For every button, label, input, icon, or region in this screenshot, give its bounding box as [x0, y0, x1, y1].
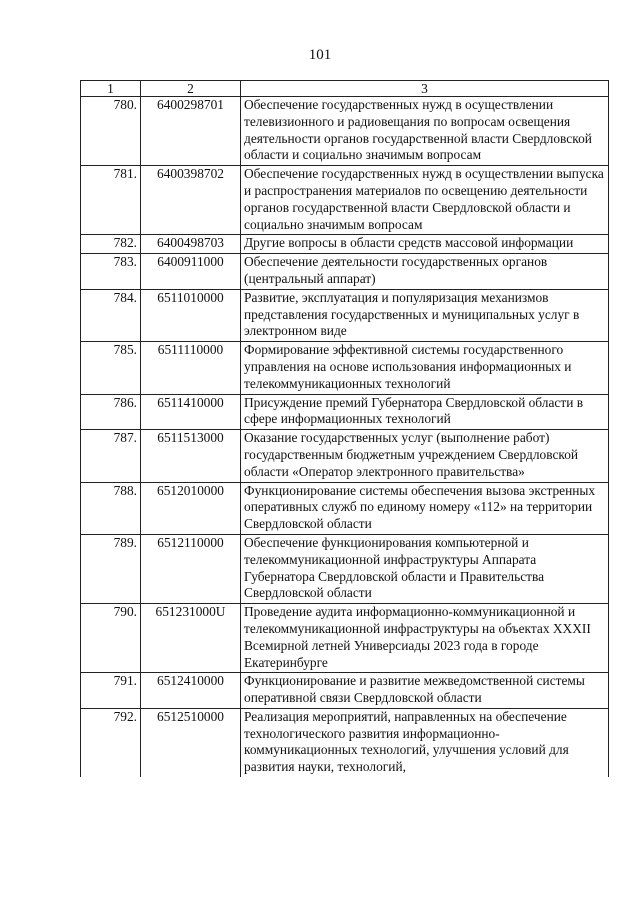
column-header: 2	[141, 81, 241, 97]
row-number: 790.	[81, 604, 141, 673]
table-header-row	[81, 81, 609, 97]
item-name: Обеспечение государственных нужд в осуществлении выпуска и распространения материалов по освещению деятельности органов государственной власти Свердловской области и социально значимым вопросам	[241, 166, 609, 235]
column-header: 1	[81, 81, 141, 97]
item-name: Функционирование системы обеспечения вызова экстренных оперативных служб по единому номеру «112» на территории Свердловской области	[241, 482, 609, 534]
target-code: 6512510000	[141, 708, 241, 777]
table-row	[81, 604, 609, 673]
item-name: Формирование эффективной системы государственного управления на основе использования информационных и телекоммуникационных технологий	[241, 342, 609, 394]
target-code: 6511010000	[141, 289, 241, 341]
target-code: 6511513000	[141, 430, 241, 482]
item-name: Проведение аудита информационно-коммуникационной и телекоммуникационной инфраструктуры на объектах XXXII Всемирной летней Универсиады 2023 года в городе Екатеринбурге	[241, 604, 609, 673]
table-row	[81, 254, 609, 290]
table-row	[81, 673, 609, 709]
table-row	[81, 289, 609, 341]
target-code: 6400911000	[141, 254, 241, 290]
table-row	[81, 534, 609, 603]
target-code: 6512110000	[141, 534, 241, 603]
row-number: 784.	[81, 289, 141, 341]
column-header: 3	[241, 81, 609, 97]
target-code: 651231000U	[141, 604, 241, 673]
target-code: 6511410000	[141, 394, 241, 430]
target-code: 6400298701	[141, 97, 241, 166]
row-number: 781.	[81, 166, 141, 235]
target-code: 6511110000	[141, 342, 241, 394]
item-name: Присуждение премий Губернатора Свердловской области в сфере информационных технологий	[241, 394, 609, 430]
row-number: 792.	[81, 708, 141, 777]
row-number: 786.	[81, 394, 141, 430]
table-row	[81, 166, 609, 235]
row-number: 788.	[81, 482, 141, 534]
row-number: 789.	[81, 534, 141, 603]
table-row	[81, 235, 609, 254]
item-name: Оказание государственных услуг (выполнение работ) государственным бюджетным учреждением Свердловской области «Оператор электронного правительства»	[241, 430, 609, 482]
table-row	[81, 342, 609, 394]
target-code: 6400398702	[141, 166, 241, 235]
target-code: 6512010000	[141, 482, 241, 534]
row-number: 783.	[81, 254, 141, 290]
target-code: 6512410000	[141, 673, 241, 709]
item-name: Развитие, эксплуатация и популяризация механизмов представления государственных и муниципальных услуг в электронном виде	[241, 289, 609, 341]
table-row	[81, 708, 609, 777]
row-number: 791.	[81, 673, 141, 709]
target-code: 6400498703	[141, 235, 241, 254]
item-name: Реализация мероприятий, направленных на обеспечение технологического развития информационно-коммуникационных технологий, улучшения условий для развития науки, технологий,	[241, 708, 609, 777]
table-row	[81, 430, 609, 482]
budget-table	[80, 80, 609, 777]
row-number: 785.	[81, 342, 141, 394]
table-row	[81, 97, 609, 166]
item-name: Функционирование и развитие межведомственной системы оперативной связи Свердловской области	[241, 673, 609, 709]
item-name: Обеспечение государственных нужд в осуществлении телевизионного и радиовещания по вопросам освещения деятельности органов государственной власти Свердловской области и социально значимым вопросам	[241, 97, 609, 166]
row-number: 782.	[81, 235, 141, 254]
row-number: 780.	[81, 97, 141, 166]
page-number: 101	[308, 47, 332, 63]
table-row	[81, 482, 609, 534]
item-name: Другие вопросы в области средств массовой информации	[241, 235, 609, 254]
item-name: Обеспечение деятельности государственных органов (центральный аппарат)	[241, 254, 609, 290]
row-number: 787.	[81, 430, 141, 482]
table-row	[81, 394, 609, 430]
item-name: Обеспечение функционирования компьютерной и телекоммуникационной инфраструктуры Аппарата Губернатора Свердловской области и Правительства Свердловской области	[241, 534, 609, 603]
